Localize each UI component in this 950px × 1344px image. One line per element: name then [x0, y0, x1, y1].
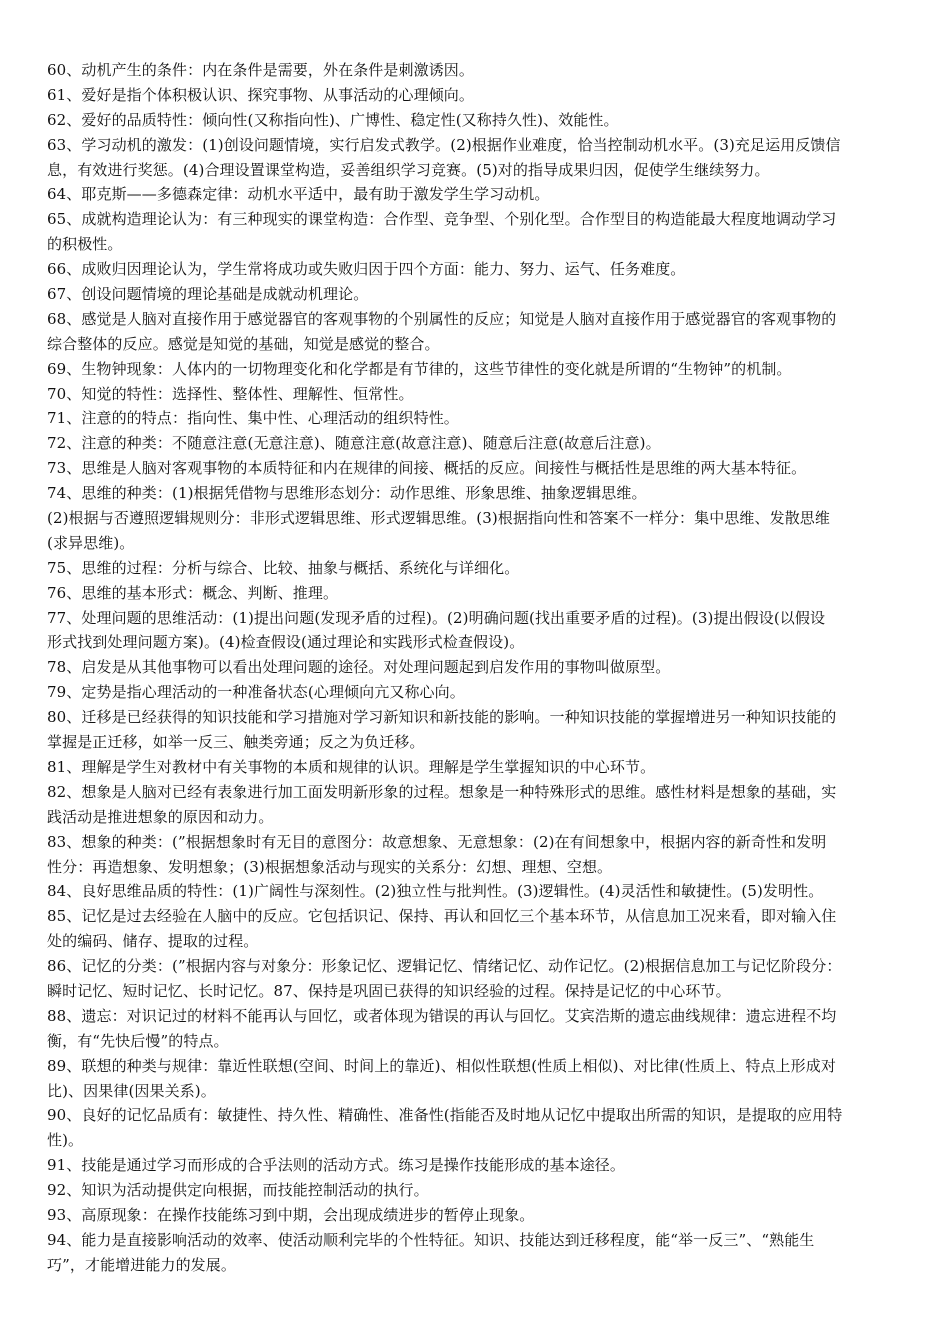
- text-line: 79、定势是指心理活动的一种准备状态(心理倾向亢又称心向。: [47, 683, 465, 702]
- text-line: 性)。: [47, 1131, 84, 1150]
- text-line: 76、思维的基本形式：概念、判断、推理。: [47, 583, 339, 602]
- text-line: 88、遗忘：对识记过的材料不能再认与回忆，或者体现为错误的再认与回忆。艾宾浩斯的遗忘曲线规律：遗忘进程不均: [47, 1006, 837, 1025]
- text-line: 72、注意的种类：不随意注意(无意注意)、随意注意(故意注意)、随意后注意(故意后注意)。: [47, 434, 661, 453]
- text-line: 90、良好的记忆品质有：敏捷性、持久性、精确性、准备性(指能否及时地从记忆中提取出所需的知识，是提取的应用特: [47, 1106, 843, 1125]
- text-line: 84、良好思维品质的特性：(1)广阔性与深刻性。(2)独立性与批判性。(3)逻辑性。(4)灵活性和敏捷性。(5)发明性。: [47, 882, 824, 901]
- text-line: 86、记忆的分类：(”根据内容与对象分：形象记忆、逻辑记忆、情绪记忆、动作记忆。(2)根据信息加工与记忆阶段分：: [47, 957, 842, 976]
- text-line: 62、爱好的品质特性：倾向性(又称指向性)、广博性、稳定性(又称持久性)、效能性。: [47, 110, 619, 129]
- text-line: (2)根据与否遵照逻辑规则分：非形式逻辑思维、形式逻辑思维。(3)根据指向性和答案不一样分：集中思维、发散思维: [47, 509, 830, 528]
- text-line: 61、爱好是指个体积极认识、探究事物、从事活动的心理倾向。: [47, 85, 474, 104]
- text-line: 83、想象的种类：(”根据想象时有无目的意图分：故意想象、无意想象：(2)在有间想象中，根据内容的新奇性和发明: [47, 832, 827, 851]
- text-line: 82、想象是人脑对已经有表象进行加工面发明新形象的过程。想象是一种特殊形式的思维。感性材料是想象的基础，实: [47, 782, 837, 801]
- text-line: 71、注意的的特点：指向性、集中性、心理活动的组织特性。: [47, 409, 459, 428]
- text-line: [47, 1278, 919, 1303]
- text-line: 78、启发是从其他事物可以看出处理问题的途径。对处理问题起到启发作用的事物叫做原型。: [47, 658, 671, 677]
- text-line: 77、处理问题的思维活动：(1)提出问题(发现矛盾的过程)。(2)明确问题(找出重要矛盾的过程)。(3)提出假设(以假设: [47, 608, 826, 627]
- text-line: 综合整体的反应。感觉是知觉的基础，知觉是感觉的整合。: [47, 334, 440, 353]
- text-line: 85、记忆是过去经验在人脑中的反应。它包括识记、保持、再认和回忆三个基本环节，从信息加工况来看，即对输入住: [47, 907, 837, 926]
- text-line: 81、理解是学生对教材中有关事物的本质和规律的认识。理解是学生掌握知识的中心环节。: [47, 757, 656, 776]
- text-line: 74、思维的种类：(1)根据凭借物与思维形态划分：动作思维、形象思维、抽象逻辑思维。: [47, 484, 647, 503]
- text-line: (求异思维)。: [47, 533, 135, 552]
- text-line: 92、知识为活动提供定向根据，而技能控制活动的执行。: [47, 1181, 429, 1200]
- text-line: 64、耶克斯——多德森定律：动机水平适中，最有助于激发学生学习动机。: [47, 185, 550, 204]
- text-line: 69、生物钟现象：人体内的一切物理变化和化学都是有节律的，这些节律性的变化就是所谓的“生物钟”的机制。: [47, 359, 792, 378]
- text-line: 73、思维是人脑对客观事物的本质特征和内在规律的间接、概括的反应。间接性与概括性是思维的两大基本特征。: [47, 459, 807, 478]
- text-line: 的积极性。: [47, 235, 123, 254]
- text-line: 68、感觉是人脑对直接作用于感觉器官的客观事物的个别属性的反应；知觉是人脑对直接作用于感觉器官的客观事物的: [47, 309, 837, 328]
- text-line: 形式找到处理问题方案)。(4)检查假设(通过理论和实践形式检查假设)。: [47, 633, 525, 652]
- text-line: 65、成就构造理论认为：有三种现实的课堂构造：合作型、竞争型、个别化型。合作型目的构造能最大程度地调动学习: [47, 210, 837, 229]
- text-line: 93、高原现象：在操作技能练习到中期，会出现成绩进步的暂停止现象。: [47, 1205, 535, 1224]
- text-line: 94、能力是直接影响活动的效率、使活动顺利完毕的个性特征。知识、技能达到迁移程度，能“举一反三”、“熟能生: [47, 1230, 815, 1249]
- text-line: 瞬时记忆、短时记忆、长时记忆。87、保持是巩固已获得的知识经验的过程。保持是记忆的中心环节。: [47, 981, 731, 1000]
- text-line: 75、思维的过程：分析与综合、比较、抽象与概括、系统化与详细化。: [47, 558, 520, 577]
- text-line: 63、学习动机的激发：(1)创设问题情境，实行启发式教学。(2)根据作业难度，恰当控制动机水平。(3)充足运用反馈信: [47, 135, 841, 154]
- text-line: 67、创设问题情境的理论基础是成就动机理论。: [47, 285, 369, 304]
- text-line: 践活动是推进想象的原因和动力。: [47, 807, 274, 826]
- document-body: [47, 58, 919, 1303]
- text-line: 80、迁移是已经获得的知识技能和学习措施对学习新知识和新技能的影响。一种知识技能的掌握增进另一种知识技能的: [47, 708, 837, 727]
- text-line: 衡，有“先快后慢”的特点。: [47, 1031, 229, 1050]
- text-line: 处的编码、储存、提取的过程。: [47, 932, 259, 951]
- text-line: 比)、因果律(因果关系)。: [47, 1081, 216, 1100]
- text-line: 60、动机产生的条件：内在条件是需要，外在条件是刺激诱因。: [47, 61, 474, 79]
- text-line: 掌握是正迁移，如举一反三、触类旁通；反之为负迁移。: [47, 733, 425, 752]
- text-line: 89、联想的种类与规律：靠近性联想(空间、时间上的靠近)、相似性联想(性质上相似)、对比律(性质上、特点上形成对: [47, 1056, 836, 1075]
- text-line: 巧”，才能增进能力的发展。: [47, 1255, 236, 1274]
- text-line: 息，有效进行奖惩。(4)合理设置课堂构造，妥善组织学习竞赛。(5)对的指导成果归因，促使学生继续努力。: [47, 160, 770, 179]
- text-line: 性分：再造想象、发明想象；(3)根据想象活动与现实的关系分：幻想、理想、空想。: [47, 857, 613, 876]
- text-line: 91、技能是通过学习而形成的合乎法则的活动方式。练习是操作技能形成的基本途径。: [47, 1156, 625, 1175]
- text-line: 70、知觉的特性：选择性、整体性、理解性、恒常性。: [47, 384, 414, 403]
- text-line: 66、成败归因理论认为，学生常将成功或失败归因于四个方面：能力、努力、运气、任务难度。: [47, 260, 686, 279]
